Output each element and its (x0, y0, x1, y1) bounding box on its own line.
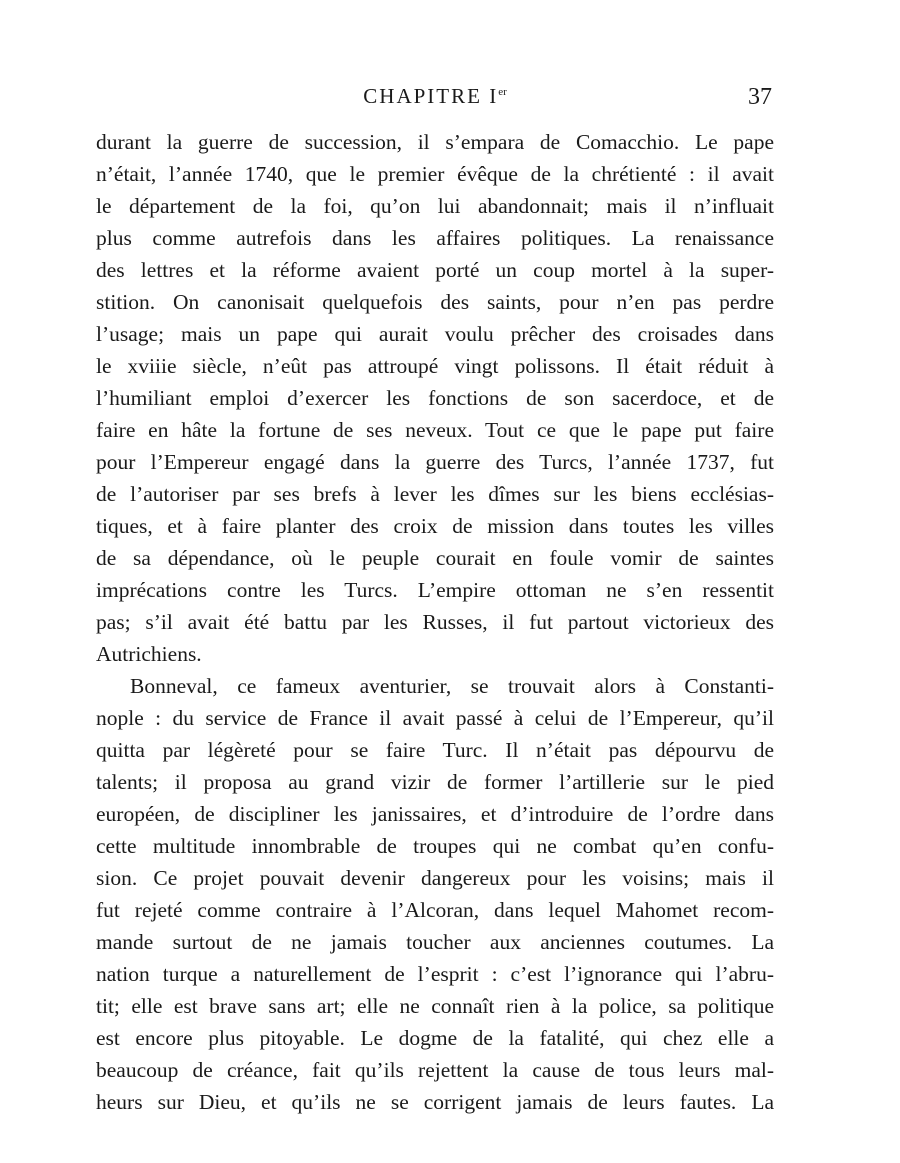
text-line: pour l’Empereur engagé dans la guerre des Turcs, l’année 1737, fut (96, 450, 774, 474)
chapter-title-superscript: er (498, 86, 507, 98)
text-line: sion. Ce projet pouvait devenir dangereux pour les voisins; mais il (96, 866, 774, 890)
text-line: Autrichiens. (96, 642, 202, 666)
body-text (96, 126, 774, 1118)
text-line: le département de la foi, qu’on lui abandonnait; mais il n’influait (96, 194, 774, 218)
text-line: le xviiie siècle, n’eût pas attroupé vingt polissons. Il était réduit à (96, 354, 774, 378)
text-line: mande surtout de ne jamais toucher aux anciennes coutumes. La (96, 930, 774, 954)
text-line: cette multitude innombrable de troupes qui ne combat qu’en confu- (96, 834, 774, 858)
text-line: nation turque a naturellement de l’esprit : c’est l’ignorance qui l’abru- (96, 962, 774, 986)
text-line: stition. On canonisait quelquefois des saints, pour n’en pas perdre (96, 290, 774, 314)
text-line: faire en hâte la fortune de ses neveux. Tout ce que le pape put faire (96, 418, 774, 442)
text-line: pas; s’il avait été battu par les Russes, il fut partout victorieux des (96, 610, 774, 634)
paragraph-2 (96, 670, 774, 1118)
text-line: tiques, et à faire planter des croix de mission dans toutes les villes (96, 514, 774, 538)
text-line: tit; elle est brave sans art; elle ne connaît rien à la police, sa politique (96, 994, 774, 1018)
text-line: n’était, l’année 1740, que le premier évêque de la chrétienté : il avait (96, 162, 774, 186)
text-line: durant la guerre de succession, il s’empara de Comacchio. Le pape (96, 130, 774, 154)
chapter-title (96, 84, 774, 109)
text-line: heurs sur Dieu, et qu’ils ne se corrigent jamais de leurs fautes. La (96, 1090, 774, 1114)
text-line: beaucoup de créance, fait qu’ils rejettent la cause de tous leurs mal- (96, 1058, 774, 1082)
text-line: l’humiliant emploi d’exercer les fonctions de son sacerdoce, et de (96, 386, 774, 410)
text-line: est encore plus pitoyable. Le dogme de la fatalité, qui chez elle a (96, 1026, 774, 1050)
text-line: fut rejeté comme contraire à l’Alcoran, dans lequel Mahomet recom- (96, 898, 774, 922)
page-number: 37 (748, 84, 772, 110)
text-line: de l’autoriser par ses brefs à lever les dîmes sur les biens ecclésias- (96, 482, 774, 506)
text-line: de sa dépendance, où le peuple courait en foule vomir de saintes (96, 546, 774, 570)
text-line: plus comme autrefois dans les affaires politiques. La renaissance (96, 226, 774, 250)
text-line: européen, de discipliner les janissaires, et d’introduire de l’ordre dans (96, 802, 774, 826)
paragraph-1 (96, 126, 774, 670)
text-line: talents; il proposa au grand vizir de former l’artillerie sur le pied (96, 770, 774, 794)
chapter-title-text: CHAPITRE I (363, 84, 499, 108)
text-line: Bonneval, ce fameux aventurier, se trouvait alors à Constanti- (130, 674, 774, 698)
text-line: imprécations contre les Turcs. L’empire ottoman ne s’en ressentit (96, 578, 774, 602)
text-line: quitta par légèreté pour se faire Turc. Il n’était pas dépourvu de (96, 738, 774, 762)
text-line: des lettres et la réforme avaient porté un coup mortel à la super- (96, 258, 774, 282)
running-head (96, 84, 774, 116)
text-line: l’usage; mais un pape qui aurait voulu prêcher des croisades dans (96, 322, 774, 346)
text-line: nople : du service de France il avait passé à celui de l’Empereur, qu’il (96, 706, 774, 730)
